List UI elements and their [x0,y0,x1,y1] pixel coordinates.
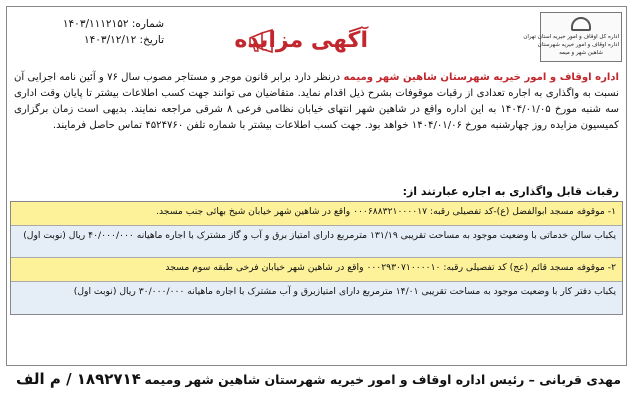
notice-date: تاریخ: ۱۴۰۳/۱۲/۱۲ [84,34,164,46]
notice-meta [14,16,164,48]
intro-text: درنظر دارد برابر قانون موجر و مستاجر مصوب سال ۷۶ و آئین نامه اجرایی آن نسبت به واگذاری به اجاره تعدادی از رقبات موقوفات بشرح ذیل اقدام نماید. متقاضیان می توانند جهت کسب اطلاعات بیشتر تا پایان وقت اداری سه شنبه مورخ ۱۴۰۴/۰۱/۰۵ به این اداره واقع در شاهین شهر انتهای خیابان نظامی فرعی ۸ شرقی مراجعه نمایند. بدیهی است زمان برگزاری کمیسیون مزایده روز چهارشنبه مورخ ۱۴۰۴/۰۱/۰۶ خواهد بود. جهت کسب اطلاعات بیشتر با شماره تلفن ۴۵۲۴۷۶۰ تماس حاصل فرمایند. [14,72,619,131]
section-heading: رقبات قابل واگذاری به اجاره عبارتند از: [402,185,619,198]
org-logo [523,12,622,62]
footer-number: ۱۸۹۲۷۱۴ / م الف [16,370,141,388]
emblem-icon [571,17,591,31]
item-1-detail: یکباب سالن خدماتی با وضعیت موجود به مساحت تقریبی ۱۳۱/۱۹ مترمربع دارای امتیاز برق و آب و گاز مشترک با اجاره ماهیانه ۴۰/۰۰۰/۰۰۰ ریال (نوبت اول) [11,226,622,258]
logo-line-1: اداره کل اوقاف و امور خیریه استان تهران [523,34,619,40]
logo-line-3: شاهین شهر و میمه [559,50,603,56]
notice-number: شماره: ۱۴۰۳/۱۱۱۲۱۵۲ [62,18,164,30]
item-2-detail: یکباب دفتر کار با وضعیت موجود به مساحت تقریبی ۱۴/۰۱ مترمربع دارای امتیازبرق و آب مشترک با اجاره ماهیانه ۳۰/۰۰۰/۰۰۰ ریال (نوبت اول) [11,282,622,314]
intro-organization: اداره اوقاف و امور خیریه شهرستان شاهین شهر ومیمه [343,72,619,83]
notice-title: آگهی مزایده [234,28,368,53]
megaphone-icon [248,30,278,52]
item-2-heading: ۲- موقوفه مسجد قائم (عج) کد تفصیلی رقبه: ۰۰۰۲۹۳۰۷۱۰۰۰۰۱۰ واقع در شاهین شهر خیابان فرخی طبقه سوم مسجد [11,258,622,282]
item-1-heading: ۱- موقوفه مسجد ابوالفضل (ع)-کد تفصیلی رقبه: ۰۰۰۶۸۸۳۲۱۰۰۰۰۱۷ واقع در شاهین شهر خیابان شیخ بهائی جنب مسجد. [11,202,622,226]
intro-paragraph [14,70,619,134]
logo-line-2: اداره اوقاف و امور خیریه شهرستان [537,42,619,48]
footer-signature: مهدی قربانی – رئیس اداره اوقاف و امور خیریه شهرستان شاهین شهر ومیمه [144,372,621,387]
properties-table [10,201,623,315]
title-block [234,24,368,58]
